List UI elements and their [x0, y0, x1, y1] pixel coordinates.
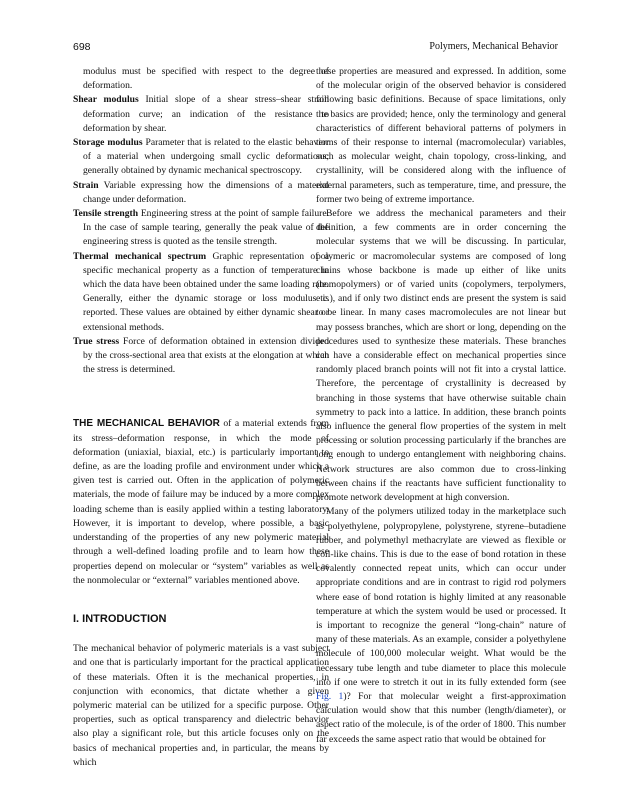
glossary-entry: [73, 335, 329, 378]
glossary-entry: [73, 179, 329, 207]
glossary-term: Strain: [73, 179, 99, 191]
figure-link[interactable]: Fig. 1: [316, 690, 344, 702]
glossary-term: Shear modulus: [73, 94, 139, 106]
glossary-term: Tensile strength: [73, 208, 139, 220]
glossary-entry: [73, 207, 329, 250]
right-column: [316, 65, 566, 747]
body-text: )? For that molecular weight a first-approximation calculation would show that this number (length/diameter), or aspect ratio of the molecule, is of the order of 1800. This number far exceeds the same aspect ratio that would be obtained for: [316, 690, 566, 745]
glossary-definition: Parameter that is related to the elastic behavior of a material when undergoing small cyclic deformations; generally obtained by dynamic mechanical spectroscopy.: [83, 137, 330, 177]
section-heading: I. INTRODUCTION: [73, 612, 167, 625]
body-paragraph: these properties are measured and expressed. In addition, some of the molecular origin of the observed behavior is considered following basic definitions. Because of space limitations, only the basics are provided; hence, only the terminology and general characteristics of different behavioral patterns of polymers in terms of their response to internal (macromolecular) variables, such as molecular weight, chain topology, cross-linking, and crystallinity, will be considered along with the influence of external parameters, such as temperature, time, and pressure, the former two being of extreme importance.: [316, 66, 566, 205]
glossary-term: Thermal mechanical spectrum: [73, 250, 207, 262]
body-text: Many of the polymers utilized today in the marketplace such as polyethylene, polypropylene, polystyrene, styrene–butadiene rubber, and polymethyl methacrylate are viewed as flexible or coil-like chains. This is due to the ease of bond rotation in these covalently connected repeat units, which can occur under appropriate conditions and are in contrast to rigid rod polymers where ease of bond rotation is highly limited at any reasonable temperature at which the system would be used or processed. It is important to recognize the general “long-chain” nature of many of these materials. As an example, consider a polyethylene molecule of 100,000 molecular weight. What would be the necessary tube length and tube diameter to place this molecule into if one were to stretch it out in its fully extended form (see: [316, 506, 566, 688]
glossary-definition: Variable expressing how the dimensions of a material change under deformation.: [83, 179, 329, 205]
left-column: [73, 65, 329, 770]
glossary-definition: Engineering stress at the point of sample failure. In the case of sample tearing, generally the peak value of the engineering stress is quoted as the tensile strength.: [83, 208, 329, 248]
glossary-entry: [73, 93, 329, 136]
intro-paragraph: [73, 417, 329, 587]
glossary-definition: modulus must be specified with respect to the degree of deformation.: [83, 66, 329, 92]
glossary-term: Storage modulus: [73, 137, 143, 149]
glossary-term: True stress: [73, 335, 120, 347]
page-header: [73, 41, 558, 55]
glossary-entry: [83, 65, 329, 93]
glossary-entry: [73, 250, 329, 335]
glossary-definition: Graphic representation of a specific mechanical property as a function of temperature in which the data have been obtained under the same loading rate. Generally, either the dynamic storage or loss modulus is reported. These values are obtained by either dynamic shear or extensional methods.: [83, 250, 329, 333]
page-number: 698: [73, 41, 91, 53]
glossary-entry: [73, 136, 329, 179]
glossary-definition: Initial slope of a shear stress–shear strain deformation curve; an indication of the resistance to deformation by shear.: [83, 94, 330, 134]
body-paragraph: [316, 505, 566, 746]
intro-text: of a material extends from its stress–deformation response, in which the mode of deformation (uniaxial, biaxial, etc.) is particularly important to define, as are the loading profile and environment under which a given test is carried out. Often in the application of polymeric materials, the mode of failure may be induced by a more complex loading scheme than is easily applied within a testing laboratory. However, it is important to develop, where possible, a basic understanding of the properties of any new polymeric material through a well-defined loading profile and to learn how these properties depend on molecular or “system” variables as well as the nonmolecular or “external” variables mentioned above.: [73, 418, 329, 586]
body-paragraph: The mechanical behavior of polymeric materials is a vast subject and one that is particularly important for the practical application of these materials. Often it is the mechanical properties, in conjunction with economics, that dictate whether a given polymeric material can be utilized for a specific purpose. Other properties, such as optical transparency and dielectric behavior also play a significant role, but this article focuses only on the basics of mechanical properties and, in particular, the means by which: [73, 643, 329, 768]
intro-lead: THE MECHANICAL BEHAVIOR: [73, 418, 220, 430]
body-paragraph: Before we address the mechanical parameters and their definition, a few comments are in order concerning the molecular systems that we will be discussing. In particular, polymeric or macromolecular systems are composed of long chains whose backbone is made up either of like units (homopolymers) or of varied units (copolymers, terpolymers, etc.), and if only two distinct ends are present the system is said to be linear. In many cases macromolecules are not linear but may possess branches, which are short or long, depending on the procedures used to synthesize these materials. These branches can have a considerable effect on mechanical properties since randomly placed branch points will not fit into a crystal lattice. Therefore, the percentage of crystallinity is decreased by branching in those systems that have otherwise suitable chain symmetry to pack into a lattice. In addition, these branch points also influence the general flow properties of the system in melt processing or solution processing particularly if the branches are long enough to undergo entanglement with neighboring chains. Network structures are also common due to cross-linking between chains if the reactants have sufficient functionality to promote network development at high conversion.: [316, 208, 566, 504]
running-title: Polymers, Mechanical Behavior: [429, 41, 558, 52]
glossary-definition: Force of deformation obtained in extension divided by the cross-sectional area that exists at the elongation at which the stress is determined.: [83, 335, 329, 376]
